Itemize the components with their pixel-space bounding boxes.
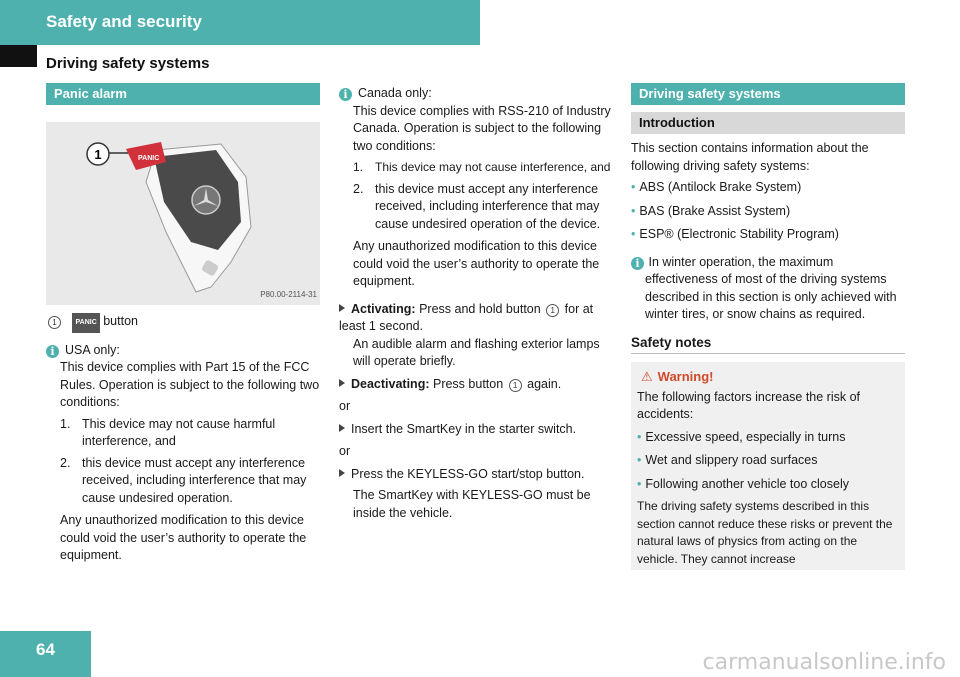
page-number: 64 xyxy=(36,640,55,659)
bullet-icon: • xyxy=(637,429,642,444)
middle-column xyxy=(339,85,617,522)
usa-item-2 xyxy=(46,455,320,508)
or-separator: or xyxy=(339,444,351,458)
warning-item-text: Following another vehicle too closely xyxy=(645,476,849,491)
bullet-icon: • xyxy=(631,180,636,194)
usa-note xyxy=(46,342,320,360)
warning-intro: The following factors increase the risk of accidents: xyxy=(637,389,861,421)
system-item xyxy=(631,179,905,197)
winter-note-text: In winter operation, the maximum effectiveness of most of the driving systems described in this section is only achieved with winter tires, or snow chains as required. xyxy=(645,254,897,321)
info-icon: i xyxy=(46,345,59,358)
winter-note xyxy=(631,254,905,324)
list-number: 2. xyxy=(353,181,364,196)
left-column xyxy=(46,83,320,565)
keyless-go-text: Press the KEYLESS-GO start/stop button. xyxy=(351,466,585,481)
list-text: This device may not cause interference, and xyxy=(375,160,611,174)
info-icon: i xyxy=(631,257,644,270)
bullet-icon: • xyxy=(631,227,636,241)
warning-closing: The driving safety systems described in this section cannot reduce these risks or prevent the natural laws of physics from acting on the vehicle. They cannot increase xyxy=(637,499,893,566)
bullet-icon: • xyxy=(637,476,642,491)
watermark: carmanualsonline.info xyxy=(702,650,946,675)
chapter-title: Safety and security xyxy=(46,12,202,31)
usa-heading: USA only: xyxy=(65,342,120,357)
canada-item-2 xyxy=(339,181,617,234)
info-icon: i xyxy=(339,88,352,101)
deactivating-step xyxy=(339,376,617,394)
warning-triangle-icon: ⚠ xyxy=(641,369,653,384)
photo-caption xyxy=(46,313,320,333)
insert-key-step xyxy=(339,421,617,439)
header-tab-marker xyxy=(0,45,37,67)
smartkey-photo xyxy=(46,122,320,305)
list-number: 1. xyxy=(353,160,364,174)
canada-body: This device complies with RSS-210 of Industry Canada. Operation is subject to the following two conditions: xyxy=(353,103,611,153)
warning-item xyxy=(637,452,899,470)
activating-description: An audible alarm and flashing exterior lamps will operate briefly. xyxy=(353,336,600,368)
warning-item-text: Wet and slippery road surfaces xyxy=(645,453,818,467)
list-number: 2. xyxy=(60,455,71,470)
warning-title: Warning! xyxy=(657,369,714,384)
photo-code: P80.00-2114-31 xyxy=(260,289,317,299)
driving-safety-heading: Driving safety systems xyxy=(631,83,905,105)
step-arrow-icon xyxy=(339,424,345,432)
panic-alarm-heading: Panic alarm xyxy=(46,83,320,105)
system-bas: BAS (Brake Assist System) xyxy=(639,203,791,218)
step-arrow-icon xyxy=(339,469,345,477)
canada-item-1 xyxy=(339,159,617,177)
system-esp: ESP® (Electronic Stability Program) xyxy=(639,227,839,241)
system-item xyxy=(631,226,905,244)
introduction-heading: Introduction xyxy=(631,112,905,134)
bullet-icon: • xyxy=(631,203,636,218)
warning-item xyxy=(637,429,899,447)
callout-number-icon: 1 xyxy=(509,379,522,392)
usa-body: This device complies with Part 15 of the FCC Rules. Operation is subject to the following two conditions: xyxy=(60,360,320,409)
list-text: this device must accept any interference received, including interference that may cause undesired operation of the device. xyxy=(375,181,601,231)
canada-note xyxy=(339,85,617,103)
usa-item-1 xyxy=(46,416,320,451)
callout-number-icon: 1 xyxy=(546,304,559,317)
keyless-go-note: The SmartKey with KEYLESS-GO must be inside the vehicle. xyxy=(353,488,591,520)
warning-header xyxy=(637,368,899,387)
canada-heading: Canada only: xyxy=(358,86,432,100)
warning-item-text: Excessive speed, especially in turns xyxy=(645,429,846,444)
divider xyxy=(631,353,905,354)
list-text: this device must accept any interference received, including interference that may cause undesired operation. xyxy=(82,455,307,505)
panic-button-icon: PANIC xyxy=(72,313,99,333)
smartkey-illustration xyxy=(46,122,320,305)
keyless-go-step xyxy=(339,466,617,484)
activating-step xyxy=(339,301,617,336)
activating-label: Activating: xyxy=(351,301,416,316)
deactivating-label: Deactivating: xyxy=(351,376,430,391)
step-arrow-icon xyxy=(339,304,345,312)
usa-closing: Any unauthorized modification to this device could void the user’s authority to operate the equipment. xyxy=(60,513,307,562)
system-item xyxy=(631,203,905,221)
list-text: This device may not cause harmful interference, and xyxy=(82,416,276,448)
intro-text: This section contains information about the following driving safety systems: xyxy=(631,141,869,173)
right-column xyxy=(631,83,905,570)
step-arrow-icon xyxy=(339,379,345,387)
warning-item xyxy=(637,476,899,494)
or-separator: or xyxy=(339,399,351,413)
activating-text: Press and hold button xyxy=(419,301,541,316)
deactivating-text: Press button xyxy=(432,376,504,391)
caption-text: button xyxy=(103,314,138,328)
canada-closing: Any unauthorized modification to this device could void the user’s authority to operate the equipment. xyxy=(353,239,600,288)
warning-box xyxy=(631,362,905,570)
system-abs: ABS (Antilock Brake System) xyxy=(639,180,802,194)
list-number: 1. xyxy=(60,416,71,431)
callout-number-icon: 1 xyxy=(48,316,61,329)
deactivating-text-end: again. xyxy=(527,376,562,391)
photo-callout-number: 1 xyxy=(94,147,102,162)
svg-text:PANIC: PANIC xyxy=(138,155,160,162)
activating-text-end: for at least 1 second. xyxy=(339,301,594,333)
bullet-icon: • xyxy=(637,453,642,467)
insert-key-text: Insert the SmartKey in the starter switch. xyxy=(351,421,577,436)
safety-notes-heading: Safety notes xyxy=(631,334,712,350)
section-subtitle: Driving safety systems xyxy=(46,55,210,72)
